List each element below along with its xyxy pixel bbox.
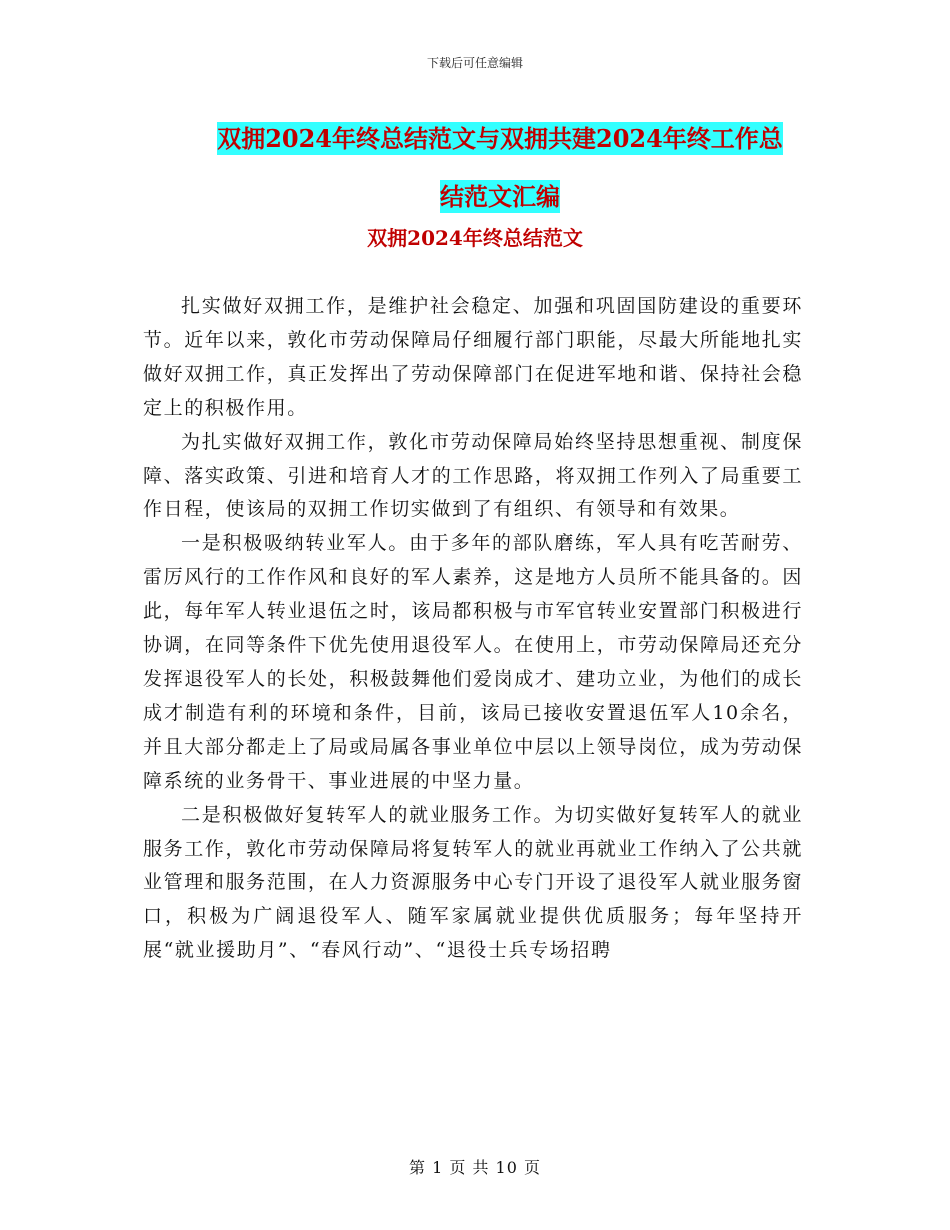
section-title: 双拥2024年终总结范文 [367, 226, 583, 250]
paragraph: 二是积极做好复转军人的就业服务工作。为切实做好复转军人的就业服务工作，敦化市劳动保障局将复转军人的就业再就业工作纳入了公共就业管理和服务范围，在人力资源服务中心专门开设了退役军人就业服务窗口，积极为广阔退役军人、随军家属就业提供优质服务；每年坚持开展“就业援助月”、“春风行动”、“退役士兵专场招聘 [143, 803, 803, 962]
main-title [140, 110, 860, 226]
paragraph: 一是积极吸纳转业军人。由于多年的部队磨练，军人具有吃苦耐劳、雷厉风行的工作作风和良好的军人素养，这是地方人员所不能具备的。因此，每年军人转业退伍之时，该局都积极与市军官转业安置部门积极进行协调，在同等条件下优先使用退役军人。在使用上，市劳动保障局还充分发挥退役军人的长处，积极鼓舞他们爱岗成才、建功立业，为他们的成长成才制造有利的环境和条件，目前，该局已接收安置退伍军人10余名，并且大部分都走上了局或局属各事业单位中层以上领导岗位，成为劳动保障系统的业务骨干、事业进展的中坚力量。 [143, 532, 803, 792]
paragraph: 扎实做好双拥工作，是维护社会稳定、加强和巩固国防建设的重要环节。近年以来，敦化市劳动保障局仔细履行部门职能，尽最大所能地扎实做好双拥工作，真正发挥出了劳动保障部门在促进军地和谐、保持社会稳定上的积极作用。 [143, 295, 803, 419]
main-title-line-2: 结范文汇编 [440, 182, 560, 211]
body-text [143, 290, 803, 968]
header-note: 下载后可任意编辑 [426, 56, 523, 70]
page-number-footer: 第 1 页 共 10 页 [409, 1158, 541, 1177]
paragraph: 为扎实做好双拥工作，敦化市劳动保障局始终坚持思想重视、制度保障、落实政策、引进和培育人才的工作思路，将双拥工作列入了局重要工作日程，使该局的双拥工作切实做到了有组织、有领导和有效果。 [143, 430, 803, 521]
main-title-line-1: 双拥2024年终总结范文与双拥共建2024年终工作总 [217, 124, 783, 153]
